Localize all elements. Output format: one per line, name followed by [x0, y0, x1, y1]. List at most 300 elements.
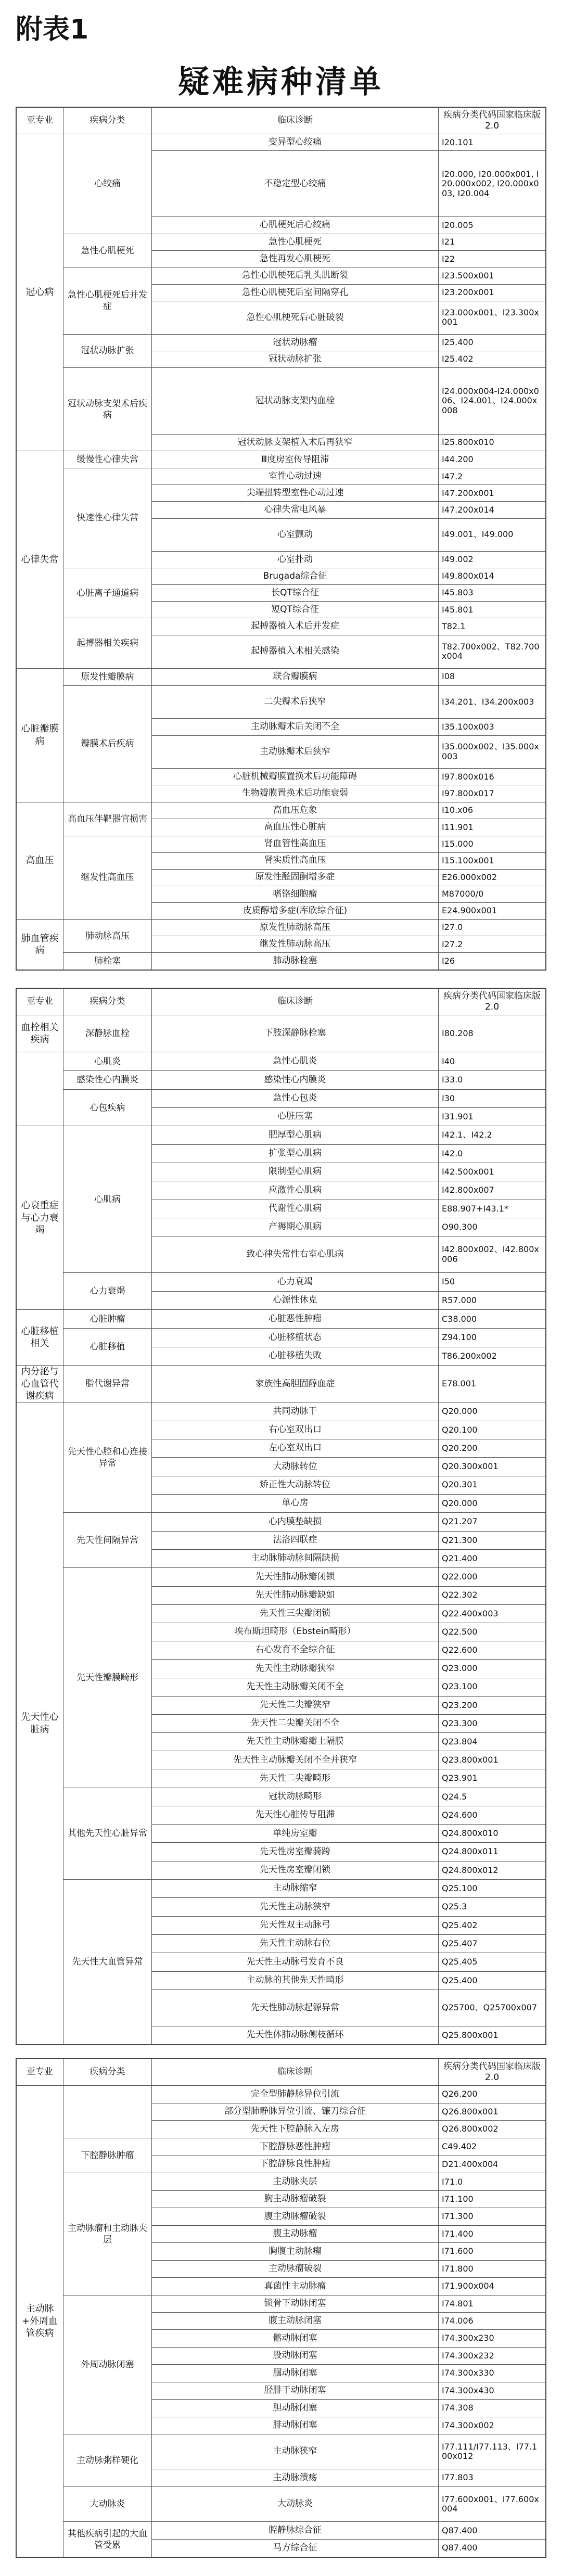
code-cell: I15.000 — [442, 838, 474, 849]
major-label: 肺血管疾病 — [17, 920, 63, 970]
category-label: 先天性间隔异常 — [63, 1513, 152, 1567]
code-cell: I15.100x001 — [442, 855, 494, 865]
diagnosis-cell: 胸腹主动脉瘤 — [152, 2243, 439, 2260]
diagnosis-cell: 急性心肌梗死后心脏破裂 — [152, 301, 439, 334]
diagnosis-cell: 部分型肺静脉异位引流、镰刀综合征 — [152, 2103, 439, 2121]
category-label: 冠状动脉支架术后疾病 — [63, 368, 152, 451]
category-label: 心脏肿瘤 — [63, 1310, 152, 1328]
table-row — [152, 2313, 545, 2330]
major-label: 心脏移植相关 — [17, 1310, 63, 1365]
category-group — [63, 134, 545, 234]
table-row — [152, 1421, 545, 1439]
code-cell: I71.300 — [442, 2211, 474, 2222]
header-major: 亚专业 — [17, 2059, 63, 2085]
category-group — [63, 1090, 545, 1126]
code-cell: I25.402 — [442, 354, 474, 364]
category-group — [63, 267, 545, 334]
major-body — [63, 451, 545, 668]
category-label: 下腔静脉肿瘤 — [63, 2138, 152, 2173]
diagnosis-cell: 急性心肌梗死后室间隔穿孔 — [152, 285, 439, 301]
category-body — [152, 2434, 545, 2486]
diagnosis-cell: 冠状动脉支架内血栓 — [152, 368, 439, 433]
code-cell: I71.800 — [442, 2263, 474, 2274]
diagnosis-cell: 下腔静脉恶性肿瘤 — [152, 2138, 439, 2156]
diagnosis-cell: 法洛四联症 — [152, 1532, 439, 1549]
category-label: 瓣膜术后疾病 — [63, 686, 152, 802]
code-cell: I47.2 — [442, 471, 463, 481]
table-row — [152, 903, 545, 919]
table-row — [152, 2400, 545, 2417]
table-row — [152, 1972, 545, 1990]
table-row — [152, 1236, 545, 1272]
code-cell: I25.400 — [442, 337, 474, 348]
diagnosis-cell: 冠状动脉支架植入术后再狭窄 — [152, 435, 439, 451]
category-body — [152, 234, 545, 267]
code-cell: I74.300x430 — [442, 2385, 494, 2395]
code-cell: Q24.600 — [442, 1809, 478, 1820]
category-body — [152, 1568, 545, 1787]
diagnosis-cell: 腘动脉闭塞 — [152, 2365, 439, 2381]
table-row — [152, 836, 545, 853]
code-cell: I74.308 — [442, 2403, 474, 2413]
category-body — [152, 134, 545, 234]
category-label — [63, 2086, 152, 2138]
header-diagnosis: 临床诊断 — [152, 108, 439, 134]
diagnosis-cell: 腹主动脉瘤破裂 — [152, 2208, 439, 2225]
table-row — [152, 1329, 545, 1347]
diagnosis-cell: 主动脉的其他先天性畸形 — [152, 1972, 439, 1990]
category-group — [63, 1513, 545, 1568]
table-row — [152, 1751, 545, 1769]
code-cell: I77.111/I77.113、I77.100x012 — [442, 2441, 538, 2461]
diagnosis-cell: 心脏移植失败 — [152, 1347, 439, 1365]
category-group — [63, 2138, 545, 2174]
table-row — [152, 1126, 545, 1144]
diagnosis-cell: 先天性心脏传导阻滞 — [152, 1806, 439, 1824]
code-cell: I71.400 — [442, 2228, 474, 2239]
diagnosis-cell: 心律失常电风暴 — [152, 502, 439, 518]
diagnosis-cell: 二尖瓣术后狭窄 — [152, 686, 439, 719]
major-label: 心脏瓣膜病 — [17, 669, 63, 802]
category-label: 肺栓塞 — [63, 953, 152, 970]
code-cell: Q22.600 — [442, 1645, 478, 1655]
code-cell: I77.600x001、I77.600x004 — [442, 2494, 539, 2514]
table-row — [152, 1678, 545, 1697]
code-cell: I11.901 — [442, 822, 474, 832]
major-body — [63, 1052, 545, 1126]
diagnosis-cell: 共同动脉干 — [152, 1402, 439, 1420]
category-label: 先天性瓣膜畸形 — [63, 1568, 152, 1787]
category-body — [152, 568, 545, 618]
diagnosis-cell: 肾血管性高血压 — [152, 836, 439, 852]
category-label: 心脏移植 — [63, 1329, 152, 1365]
diagnosis-cell: 先天性主动脉瓣关闭不全 — [152, 1678, 439, 1696]
category-body — [152, 802, 545, 836]
table-row — [152, 1310, 545, 1328]
diagnosis-cell: 主动脉肺动脉间隔缺损 — [152, 1550, 439, 1567]
category-label: 肺动脉高压 — [63, 920, 152, 952]
code-cell: Q20.200 — [442, 1443, 478, 1453]
category-group — [63, 1071, 545, 1090]
code-cell: Q24.800x012 — [442, 1865, 499, 1875]
diagnosis-cell: 原发性醛固酮增多症 — [152, 870, 439, 886]
category-body — [152, 1366, 545, 1402]
diagnosis-cell: 急性心包炎 — [152, 1090, 439, 1107]
diagnosis-cell: 胆动脉闭塞 — [152, 2400, 439, 2416]
diagnosis-cell: 冠状动脉畸形 — [152, 1788, 439, 1806]
table-row — [152, 1715, 545, 1733]
diagnosis-cell: 急性心肌梗死 — [152, 234, 439, 250]
table-row — [152, 267, 545, 284]
table-row — [152, 870, 545, 886]
diagnosis-cell: 不稳定型心绞痛 — [152, 151, 439, 216]
code-cell: I20.000, I20.000x001, I20.000x002, I20.000x003, I20.004 — [442, 169, 539, 198]
diagnosis-cell: 心脏移植状态 — [152, 1329, 439, 1346]
major-body — [63, 1310, 545, 1365]
code-cell: I24.000x004-I24.000x006、I24.001、I24.000x008 — [442, 386, 539, 415]
code-cell: Q21.207 — [442, 1516, 478, 1527]
diagnosis-cell: 心室扑动 — [152, 552, 439, 568]
major-group — [17, 920, 545, 970]
appendix-label: 附表1 — [16, 14, 89, 45]
diagnosis-cell: 股动脉闭塞 — [152, 2348, 439, 2364]
category-group — [63, 1329, 545, 1365]
code-cell: I40 — [442, 1056, 455, 1066]
table-row — [152, 468, 545, 485]
table-row — [152, 1623, 545, 1641]
table-row — [152, 234, 545, 251]
diagnosis-cell: 主动脉夹层 — [152, 2173, 439, 2190]
diagnosis-cell: 先天性二尖瓣狭窄 — [152, 1697, 439, 1714]
table-row — [152, 1769, 545, 1787]
category-body — [152, 686, 545, 802]
diagnosis-cell: 主动脉溃疡 — [152, 2469, 439, 2486]
major-group — [17, 1052, 545, 1126]
code-cell: I42.1、I42.2 — [442, 1130, 492, 1140]
code-cell: R57.000 — [442, 1295, 477, 1305]
table-row — [152, 1090, 545, 1108]
code-cell: I49.002 — [442, 554, 474, 565]
code-cell: I31.901 — [442, 1111, 474, 1121]
code-cell: Q24.5 — [442, 1791, 467, 1802]
code-cell: Q23.804 — [442, 1736, 478, 1746]
major-group — [17, 669, 545, 802]
code-cell: E26.000x002 — [442, 872, 497, 883]
code-cell: I74.300x232 — [442, 2350, 494, 2361]
table-row — [152, 151, 545, 217]
table-row — [152, 2226, 545, 2243]
code-cell: M87000/0 — [442, 889, 484, 899]
category-label: 感染性心内膜炎 — [63, 1071, 152, 1089]
code-cell: I23.000x001、I23.300x001 — [442, 308, 539, 327]
category-group — [63, 1015, 545, 1052]
code-cell: C49.402 — [442, 2141, 477, 2152]
category-body — [152, 2296, 545, 2434]
table-row — [152, 2296, 545, 2313]
table-row — [152, 1953, 545, 1971]
table-row — [152, 2261, 545, 2278]
diagnosis-cell: 心源性休克 — [152, 1292, 439, 1310]
diagnosis-cell: 完全型肺静脉异位引流 — [152, 2086, 439, 2103]
code-cell: Q20.100 — [442, 1424, 478, 1435]
table-row — [152, 1917, 545, 1935]
code-cell: Q20.000 — [442, 1406, 478, 1417]
table-row — [152, 719, 545, 735]
diagnosis-cell: 皮质醇增多症(库欣综合征) — [152, 903, 439, 919]
diagnosis-cell: 单心房 — [152, 1495, 439, 1512]
code-cell: Q25.405 — [442, 1957, 478, 1967]
table-row — [152, 1843, 545, 1861]
code-cell: C38.000 — [442, 1313, 477, 1324]
diagnosis-cell: 矫正性大动脉转位 — [152, 1476, 439, 1494]
code-cell: I22 — [442, 253, 455, 264]
code-cell: E78.001 — [442, 1379, 477, 1389]
category-label: 急性心肌梗死后并发症 — [63, 267, 152, 334]
table-row — [152, 1108, 545, 1126]
table-row — [152, 2540, 545, 2557]
table-row — [152, 1641, 545, 1660]
code-cell: Q23.100 — [442, 1681, 478, 1692]
category-body — [152, 1880, 545, 2044]
diagnosis-cell: 心脏压塞 — [152, 1108, 439, 1126]
diagnosis-cell: 腹主动脉瘤 — [152, 2226, 439, 2242]
code-cell: Q26.800x002 — [442, 2124, 499, 2134]
major-body — [63, 920, 545, 970]
code-cell: T86.200x002 — [442, 1350, 497, 1361]
page-title: 疑难病种清单 — [178, 64, 384, 100]
diagnosis-cell: 右心发育不全综合征 — [152, 1641, 439, 1659]
code-cell: I23.500x001 — [442, 270, 494, 280]
category-group — [63, 2296, 545, 2434]
table-row — [152, 451, 545, 468]
category-body — [152, 2138, 545, 2173]
code-cell: Q23.200 — [442, 1700, 478, 1710]
table-row — [152, 568, 545, 585]
category-body — [152, 1071, 545, 1089]
category-label: 心绞痛 — [63, 134, 152, 234]
code-cell: T82.1 — [442, 621, 466, 631]
code-cell: I74.801 — [442, 2298, 474, 2309]
category-body — [152, 368, 545, 451]
code-cell: I71.0 — [442, 2176, 463, 2187]
category-label: 起搏器相关疾病 — [63, 618, 152, 668]
table-row — [152, 502, 545, 518]
code-cell: I74.300x002 — [442, 2420, 494, 2430]
header-diagnosis: 临床诊断 — [152, 2059, 439, 2085]
category-group — [63, 836, 545, 919]
category-body — [152, 2086, 545, 2138]
diagnosis-cell: 心脏恶性肿瘤 — [152, 1310, 439, 1328]
category-group — [63, 2086, 545, 2138]
table-row — [152, 819, 545, 835]
category-group — [63, 1310, 545, 1329]
category-body — [152, 920, 545, 952]
table-row — [152, 785, 545, 801]
diagnosis-cell: 先天性体肺动脉侧枝循环 — [152, 2026, 439, 2044]
code-cell: I10.x06 — [442, 805, 473, 815]
diagnosis-cell: 嗜铬细胞瘤 — [152, 886, 439, 902]
table-row — [152, 853, 545, 870]
category-group — [63, 618, 545, 668]
table-row — [152, 134, 545, 151]
diagnosis-cell: 主动脉瓣术后狭窄 — [152, 736, 439, 769]
diagnosis-cell: 继发性肺动脉高压 — [152, 936, 439, 952]
diagnosis-cell: 腔静脉综合征 — [152, 2522, 439, 2539]
category-label: 脂代谢异常 — [63, 1366, 152, 1402]
category-body — [152, 2173, 545, 2294]
code-cell: I71.100 — [442, 2194, 474, 2204]
major-group — [17, 1366, 545, 1402]
diagnosis-cell: Ⅲ度房室传导阻滞 — [152, 451, 439, 468]
diagnosis-cell: 胫腓干动脉闭塞 — [152, 2382, 439, 2399]
code-cell: I74.006 — [442, 2316, 474, 2326]
category-label: 原发性瓣膜病 — [63, 669, 152, 685]
category-body — [152, 468, 545, 568]
code-cell: Q25.407 — [442, 1939, 478, 1949]
table-row — [152, 1163, 545, 1181]
code-cell: Q21.400 — [442, 1553, 478, 1563]
diagnosis-cell: 大动脉转位 — [152, 1458, 439, 1475]
diagnosis-cell: 产褥期心肌病 — [152, 1218, 439, 1236]
category-group — [63, 1273, 545, 1309]
category-label: 心肌炎 — [63, 1052, 152, 1070]
diagnosis-cell: 感染性心内膜炎 — [152, 1071, 439, 1089]
category-label: 其他疾病引起的大血管受累 — [63, 2522, 152, 2557]
header-category: 疾病分类 — [63, 989, 152, 1015]
category-body — [152, 1310, 545, 1328]
table-row — [152, 1476, 545, 1495]
table-row — [152, 2417, 545, 2434]
category-label: 心包疾病 — [63, 1090, 152, 1126]
table-row — [152, 301, 545, 334]
table-row — [152, 1273, 545, 1292]
table-row — [152, 2487, 545, 2522]
code-cell: I49.800x014 — [442, 571, 494, 581]
diagnosis-cell: 先天性主动脉瓣狭窄 — [152, 1660, 439, 1677]
category-group — [63, 468, 545, 568]
diagnosis-cell: 急性再发心肌梗死 — [152, 251, 439, 267]
diagnosis-cell: 心肌梗死后心绞痛 — [152, 217, 439, 233]
diagnosis-cell: 主动脉瘤破裂 — [152, 2261, 439, 2277]
category-body — [152, 836, 545, 919]
table-row — [152, 2086, 545, 2103]
category-label: 深静脉血栓 — [63, 1015, 152, 1052]
table-row — [152, 2330, 545, 2347]
category-group — [63, 335, 545, 368]
code-cell: Q22.500 — [442, 1626, 478, 1637]
table-row — [152, 1788, 545, 1806]
category-label: 快速性心律失常 — [63, 468, 152, 568]
diagnosis-cell: 冠状动脉瘤 — [152, 335, 439, 351]
table-row — [152, 1402, 545, 1421]
table-row — [152, 368, 545, 434]
code-cell: I35.000x002、I35.000x003 — [442, 742, 539, 761]
category-group — [63, 1880, 545, 2044]
major-label: 高血压 — [17, 802, 63, 919]
diagnosis-cell: 限制型心肌病 — [152, 1163, 439, 1181]
major-label: 主动脉+外周血管疾病 — [17, 2086, 63, 2557]
category-body — [152, 1015, 545, 1052]
category-label: 主动脉粥样硬化 — [63, 2434, 152, 2486]
table-row — [152, 2208, 545, 2225]
major-group — [17, 1402, 545, 2044]
major-body — [63, 802, 545, 919]
table-row — [152, 1015, 545, 1052]
diagnosis-cell: 心力衰竭 — [152, 1273, 439, 1291]
table-row — [152, 1733, 545, 1751]
table-row — [152, 2191, 545, 2208]
header-code: 疾病分类代码国家临床版2.0 — [443, 109, 541, 131]
table-row — [152, 251, 545, 267]
table-row — [152, 618, 545, 635]
code-cell: I71.900x004 — [442, 2281, 494, 2291]
diagnosis-cell: 心室颤动 — [152, 519, 439, 551]
category-label: 缓慢性心律失常 — [63, 451, 152, 468]
major-body — [63, 1126, 545, 1309]
header-code: 疾病分类代码国家临床版2.0 — [443, 990, 541, 1012]
table-row — [152, 1366, 545, 1402]
code-cell: Q23.901 — [442, 1773, 478, 1783]
diagnosis-cell: 先天性主动脉瓣瓣上隔膜 — [152, 1733, 439, 1751]
table-row — [152, 1861, 545, 1879]
table-row — [152, 2434, 545, 2469]
header-category: 疾病分类 — [63, 108, 152, 134]
table-section — [16, 988, 546, 2045]
code-cell: I42.500x001 — [442, 1166, 494, 1177]
category-label: 高血压伴靶器官损害 — [63, 802, 152, 836]
table-row — [152, 485, 545, 502]
table-row — [152, 2469, 545, 2486]
diagnosis-cell: 高血压危象 — [152, 802, 439, 819]
code-cell: I21 — [442, 237, 455, 247]
table-row — [152, 686, 545, 719]
diagnosis-cell: 代谢性心肌病 — [152, 1200, 439, 1218]
diagnosis-cell: 腓动脉闭塞 — [152, 2417, 439, 2434]
code-cell: I20.005 — [442, 220, 474, 230]
table-row — [152, 1605, 545, 1623]
code-cell: Q25.800x001 — [442, 2030, 499, 2040]
major-group — [17, 1015, 545, 1052]
diagnosis-cell: 先天性双主动脉弓 — [152, 1917, 439, 1934]
diagnosis-cell: 髂动脉闭塞 — [152, 2330, 439, 2347]
major-label: 先天性心脏病 — [17, 1402, 63, 2044]
code-cell: I34.201、I34.200x003 — [442, 696, 534, 707]
table-row — [152, 351, 545, 367]
diagnosis-cell: 先天性肺动脉瓣闭锁 — [152, 1568, 439, 1586]
category-body — [152, 1090, 545, 1126]
table-row — [152, 1532, 545, 1550]
code-cell: Q26.200 — [442, 2089, 478, 2099]
table-row — [152, 435, 545, 451]
diagnosis-cell: 联合瓣膜病 — [152, 669, 439, 685]
code-cell: I97.800x017 — [442, 788, 494, 798]
diagnosis-cell: 短QT综合征 — [152, 602, 439, 618]
category-body — [152, 267, 545, 334]
category-label: 外周动脉闭塞 — [63, 2296, 152, 2434]
table-row — [152, 1806, 545, 1825]
category-group — [63, 1788, 545, 1880]
diagnosis-cell: 先天性主动脉弓发育不良 — [152, 1953, 439, 1971]
major-body — [63, 1015, 545, 1052]
table-row — [152, 1898, 545, 1916]
category-label: 其他先天性心脏异常 — [63, 1788, 152, 1880]
category-body — [152, 451, 545, 468]
table-row — [152, 1660, 545, 1678]
table-row — [152, 1990, 545, 2026]
diagnosis-cell: 先天性主动脉狭窄 — [152, 1898, 439, 1916]
category-body — [152, 1273, 545, 1309]
table-row — [152, 585, 545, 602]
